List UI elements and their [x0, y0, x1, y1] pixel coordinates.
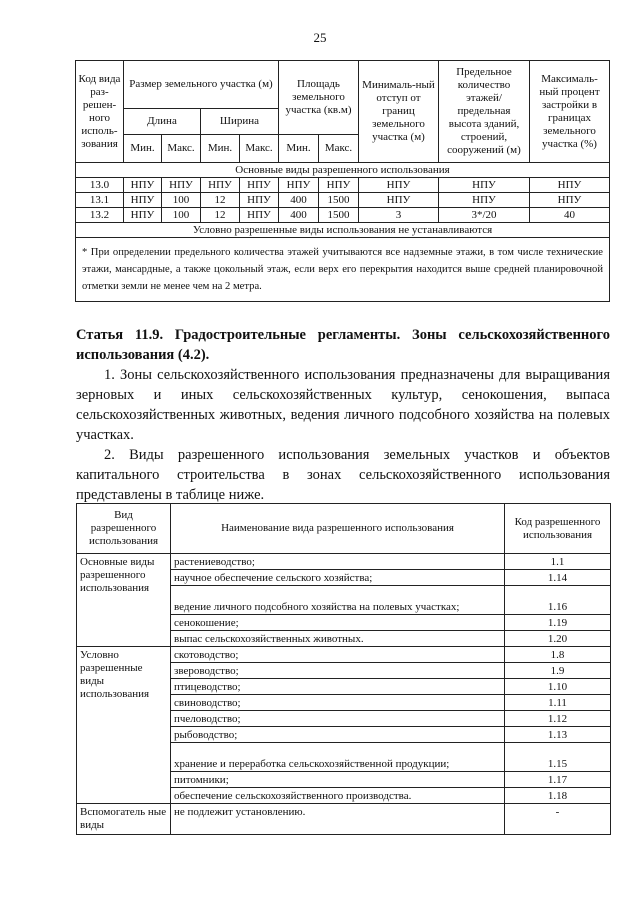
cell-coverage: НПУ: [530, 193, 610, 208]
use-code: 1.14: [505, 570, 611, 586]
use-name: сенокошение;: [171, 615, 505, 631]
cell-floors: НПУ: [439, 193, 530, 208]
cell-area-min: 400: [279, 193, 319, 208]
cell-floors: НПУ: [439, 178, 530, 193]
header-area: Площадь земельного участка (кв.м): [279, 61, 359, 135]
use-code: 1.17: [505, 772, 611, 788]
cell-setback: 3: [359, 208, 439, 223]
use-name: не подлежит установлению.: [171, 804, 505, 835]
header-width-min: Мин.: [201, 135, 240, 163]
use-code: 1.11: [505, 695, 611, 711]
permitted-uses-table: [76, 503, 611, 835]
section-conditional-uses: Условно разрешенные виды использования не устанавливаются: [76, 223, 610, 238]
header-coverage: Максималь-ный процент застройки в границах земельного участка (%): [530, 61, 610, 163]
header-area-min: Мин.: [279, 135, 319, 163]
cell-width-max: НПУ: [240, 193, 279, 208]
use-name: пчеловодство;: [171, 711, 505, 727]
cell-length-min: НПУ: [124, 208, 162, 223]
header-width: Ширина: [201, 109, 279, 135]
cell-code: 13.0: [76, 178, 124, 193]
use-name: выпас сельскохозяйственных животных.: [171, 631, 505, 647]
use-code: 1.15: [505, 743, 611, 772]
cell-code: 13.1: [76, 193, 124, 208]
cell-setback: НПУ: [359, 193, 439, 208]
cell-length-min: НПУ: [124, 178, 162, 193]
footnote: * При определении предельного количества этажей учитываются все надземные этажи, в том числе технические этажи, мансардные, а также цокольный этаж, если верх его перекрытия находится выше средней планировочной отметки земли не менее чем на 2 метра.: [76, 238, 610, 302]
use-name: свиноводство;: [171, 695, 505, 711]
cell-coverage: НПУ: [530, 178, 610, 193]
table-row: [77, 647, 611, 663]
group-conditional-label: Условно разрешенные виды использования: [77, 647, 171, 804]
cell-length-max: НПУ: [162, 178, 201, 193]
cell-coverage: 40: [530, 208, 610, 223]
table-row: [77, 804, 611, 835]
use-code: 1.10: [505, 679, 611, 695]
use-name: рыбоводство;: [171, 727, 505, 743]
use-name: ведение личного подсобного хозяйства на полевых участках;: [171, 586, 505, 615]
cell-floors: 3*/20: [439, 208, 530, 223]
group-auxiliary-label: Вспомогатель ные виды: [77, 804, 171, 835]
cell-area-max: 1500: [319, 193, 359, 208]
header-plot-size: Размер земельного участка (м): [124, 61, 279, 109]
cell-width-min: 12: [201, 193, 240, 208]
use-code: 1.13: [505, 727, 611, 743]
paragraph-1: 1. Зоны сельскохозяйственного использования предназначены для выращивания зерновых и иных сельскохозяйственных культур, сенокошения, выпаса сельскохозяйственных животных, ведения личного подсобного хозяйства на полевых участках.: [76, 367, 610, 443]
cell-length-max: 100: [162, 208, 201, 223]
use-code: 1.8: [505, 647, 611, 663]
use-code: 1.1: [505, 554, 611, 570]
use-name: хранение и переработка сельскохозяйственной продукции;: [171, 743, 505, 772]
cell-length-min: НПУ: [124, 193, 162, 208]
cell-length-max: 100: [162, 193, 201, 208]
cell-width-max: НПУ: [240, 178, 279, 193]
use-code: 1.9: [505, 663, 611, 679]
use-name: звероводство;: [171, 663, 505, 679]
use-name: скотоводство;: [171, 647, 505, 663]
use-name: птицеводство;: [171, 679, 505, 695]
use-name: научное обеспечение сельского хозяйства;: [171, 570, 505, 586]
table-row: [77, 554, 611, 570]
header-code: Код вида раз-решен-ного исполь-зования: [76, 61, 124, 163]
cell-setback: НПУ: [359, 178, 439, 193]
header-length-max: Макс.: [162, 135, 201, 163]
page-number: 25: [313, 30, 327, 45]
cell-area-max: НПУ: [319, 178, 359, 193]
header-length: Длина: [124, 109, 201, 135]
use-code: -: [505, 804, 611, 835]
use-code: 1.12: [505, 711, 611, 727]
cell-width-max: НПУ: [240, 208, 279, 223]
parameters-table: [75, 60, 610, 302]
use-name: питомники;: [171, 772, 505, 788]
article-heading: Статья 11.9. Градостроительные регламенты. Зоны сельскохозяйственного использования (4.2).: [76, 327, 610, 363]
cell-width-min: НПУ: [201, 178, 240, 193]
table-row: [76, 178, 610, 193]
header-kind: Вид разрешенного использования: [77, 504, 171, 554]
cell-area-min: НПУ: [279, 178, 319, 193]
use-code: 1.16: [505, 586, 611, 615]
header-setback: Минималь-ный отступ от границ земельного участка (м): [359, 61, 439, 163]
header-width-max: Макс.: [240, 135, 279, 163]
header-code: Код разрешенного использования: [505, 504, 611, 554]
table-row: [76, 208, 610, 223]
header-floors: Предельное количество этажей/ предельная высота зданий, строений, сооружений (м): [439, 61, 530, 163]
use-name: обеспечение сельскохозяйственного производства.: [171, 788, 505, 804]
use-code: 1.18: [505, 788, 611, 804]
use-name: растениеводство;: [171, 554, 505, 570]
cell-code: 13.2: [76, 208, 124, 223]
table-row: [76, 193, 610, 208]
header-length-min: Мин.: [124, 135, 162, 163]
header-name: Наименование вида разрешенного использования: [171, 504, 505, 554]
section-main-uses: Основные виды разрешенного использования: [76, 163, 610, 178]
cell-area-max: 1500: [319, 208, 359, 223]
group-main-label: Основные виды разрешенного использования: [77, 554, 171, 647]
use-code: 1.19: [505, 615, 611, 631]
header-area-max: Макс.: [319, 135, 359, 163]
paragraph-2: 2. Виды разрешенного использования земельных участков и объектов капитального строительства в зонах сельскохозяйственного использования представлены в таблице ниже.: [76, 447, 610, 503]
cell-area-min: 400: [279, 208, 319, 223]
use-code: 1.20: [505, 631, 611, 647]
cell-width-min: 12: [201, 208, 240, 223]
